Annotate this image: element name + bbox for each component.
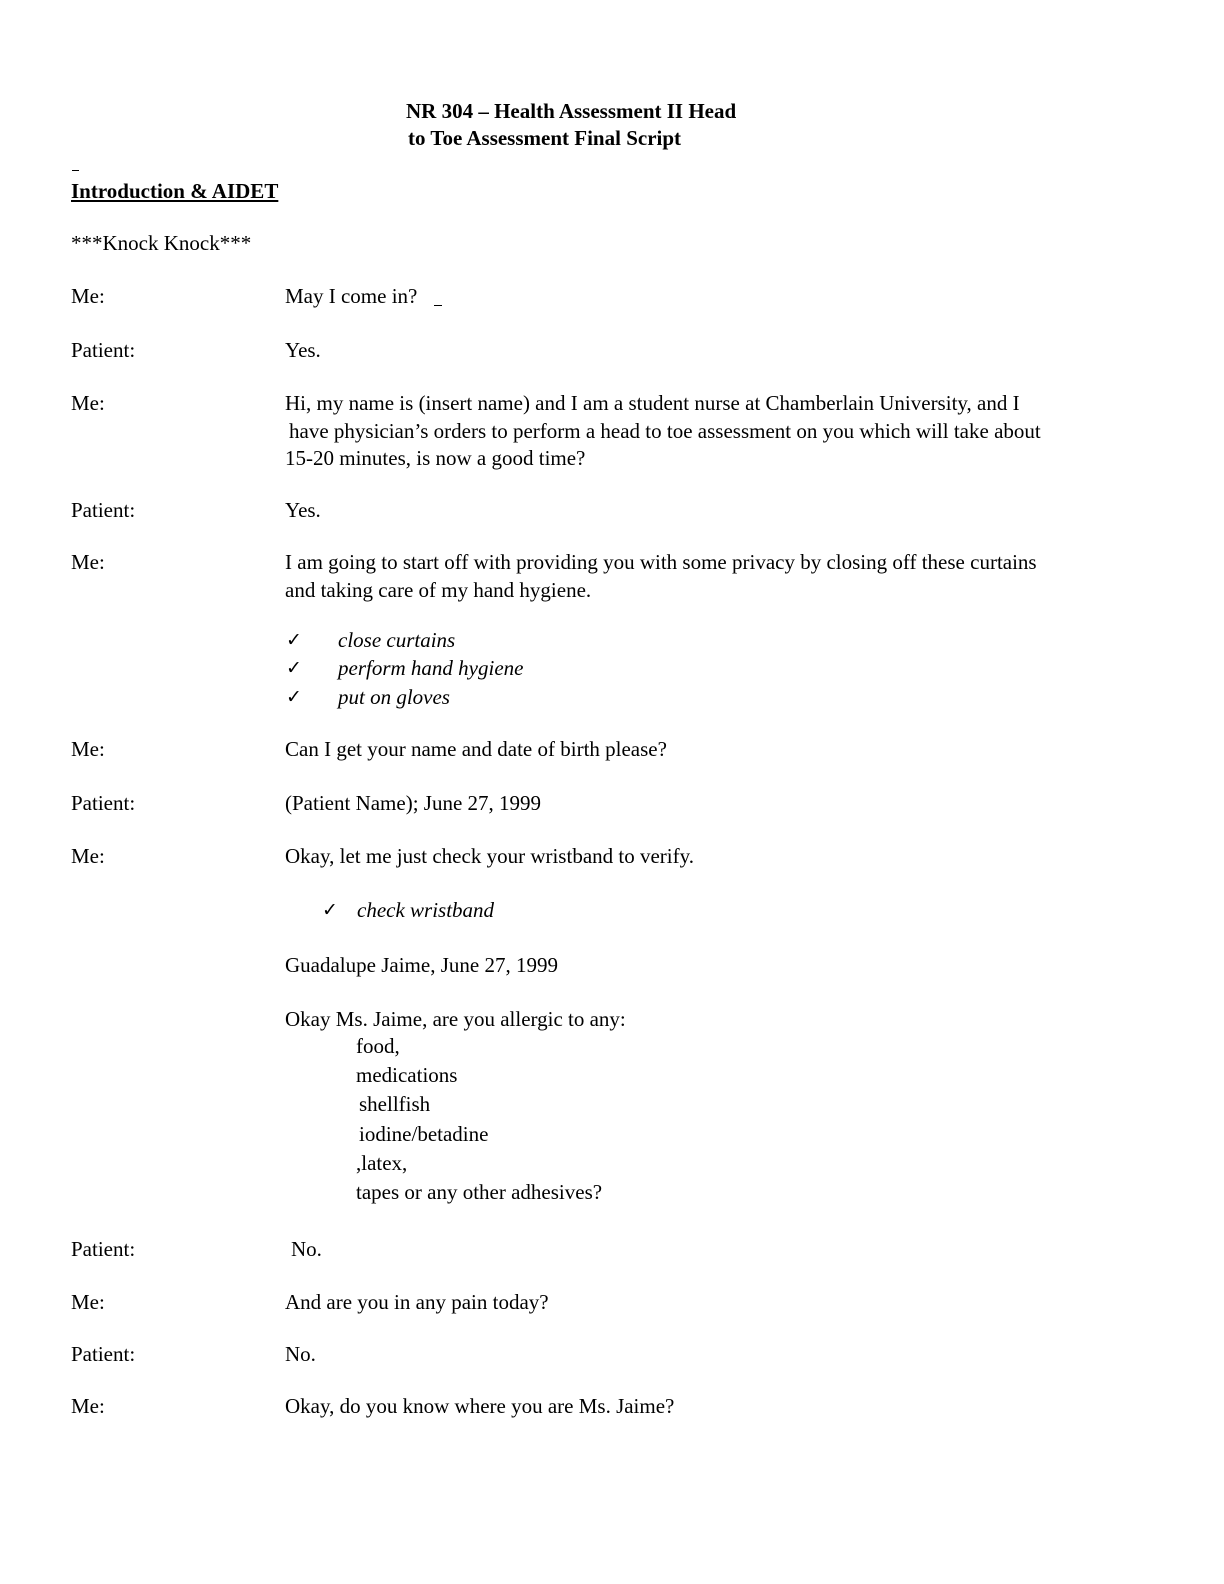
check-mark-icon: ✓: [286, 686, 302, 708]
allergy-item: ,latex,: [356, 1151, 408, 1175]
speaker-label: Patient:: [71, 1237, 136, 1261]
checklist-item: check wristband: [357, 898, 495, 922]
underscore-mark: [434, 305, 442, 306]
allergy-item: iodine/betadine: [359, 1122, 489, 1146]
speaker-label: Patient:: [71, 1342, 136, 1366]
speaker-label: Patient:: [71, 791, 136, 815]
allergy-item: shellfish: [359, 1092, 431, 1116]
speaker-label: Me:: [71, 391, 105, 415]
dialogue-text: No.: [285, 1342, 316, 1366]
speaker-label: Me:: [71, 284, 105, 308]
dialogue-text-line: I am going to start off with providing you with some privacy by closing off these curtains: [285, 550, 1037, 574]
check-mark-icon: ✓: [286, 629, 302, 651]
speaker-label: Patient:: [71, 338, 136, 362]
dialogue-text-line: 15-20 minutes, is now a good time?: [285, 446, 586, 470]
speaker-label: Patient:: [71, 498, 136, 522]
checklist-item: put on gloves: [338, 685, 450, 709]
speaker-label: Me:: [71, 737, 105, 761]
speaker-label: Me:: [71, 1394, 105, 1418]
wristband-text: Guadalupe Jaime, June 27, 1999: [285, 953, 558, 977]
check-mark-icon: ✓: [286, 657, 302, 679]
dialogue-text: Yes.: [285, 498, 321, 522]
document-title-line-2: to Toe Assessment Final Script: [408, 126, 682, 150]
speaker-label: Me:: [71, 550, 105, 574]
dialogue-text: Okay, do you know where you are Ms. Jaime?: [285, 1394, 675, 1418]
allergy-item: medications: [356, 1063, 458, 1087]
underscore-mark: [72, 170, 79, 171]
dialogue-text: Yes.: [285, 338, 321, 362]
section-heading: Introduction & AIDET: [71, 179, 279, 203]
knock-text: ***Knock Knock***: [71, 231, 252, 255]
checklist-item: perform hand hygiene: [338, 656, 524, 680]
dialogue-text-line: have physician’s orders to perform a head to toe assessment on you which will take about: [289, 419, 1041, 443]
document-title-line-1: NR 304 – Health Assessment II Head: [406, 99, 737, 123]
check-mark-icon: ✓: [322, 899, 338, 921]
checklist-item: close curtains: [338, 628, 456, 652]
allergy-question: Okay Ms. Jaime, are you allergic to any:: [285, 1007, 626, 1031]
dialogue-text: May I come in?: [285, 284, 418, 308]
allergy-item: tapes or any other adhesives?: [356, 1180, 603, 1204]
speaker-label: Me:: [71, 1290, 105, 1314]
dialogue-text: No.: [291, 1237, 322, 1261]
allergy-item: food,: [356, 1034, 400, 1058]
dialogue-text: (Patient Name); June 27, 1999: [285, 791, 542, 815]
dialogue-text: And are you in any pain today?: [285, 1290, 549, 1314]
dialogue-text: Okay, let me just check your wristband to verify.: [285, 844, 694, 868]
dialogue-text: Can I get your name and date of birth please?: [285, 737, 667, 761]
dialogue-text-line: Hi, my name is (insert name) and I am a student nurse at Chamberlain University, and I: [285, 391, 1020, 415]
dialogue-text-line: and taking care of my hand hygiene.: [285, 578, 592, 602]
speaker-label: Me:: [71, 844, 105, 868]
